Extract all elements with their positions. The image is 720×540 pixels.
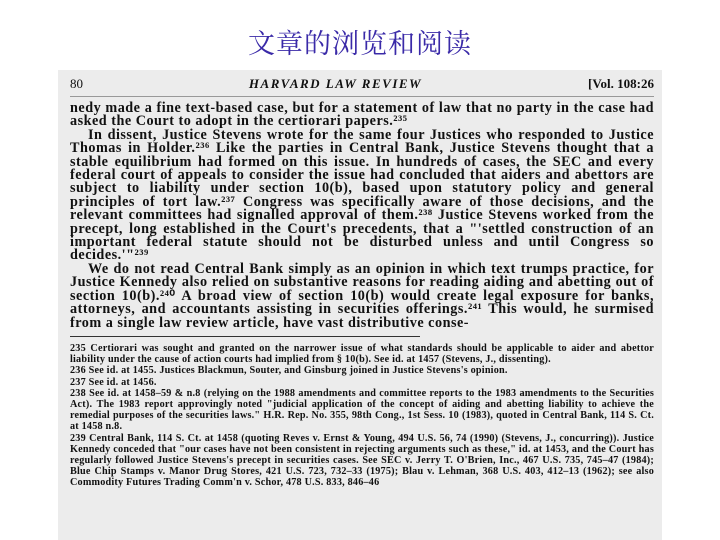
body-paragraph: In dissent, Justice Stevens wrote for the same four Justices who responded to Justice Thomas in Holder.²³⁶ Like the parties in Central Bank, Justice Stevens thought that a stable equilibrium had formed on this issue. In hundreds of cases, the SEC and every federal court of appeals to consider the issue had concluded that aiders and abettors are subject to liability under section 10(b), based upon statutory policy and general principles of tort law.²³⁷ Congress was specifically aware of those decisions, and the relevant committees had signalled approval of them.²³⁸ Justice Stevens worked from the precept, long established in the Court's precedents, that a "'settled construction of an important federal statute should not be disturbed unless and until Congress so decides.'"²³⁹ <box>70 126 654 264</box>
footnote: 237 See id. at 1456. <box>70 376 157 388</box>
footnotes <box>70 343 654 489</box>
volume-reference: [Vol. 108:26 <box>588 76 654 91</box>
scanned-page <box>58 70 662 540</box>
page-content <box>70 76 654 489</box>
footnote: 236 See id. at 1455. Justices Blackmun, Souter, and Ginsburg joined in Justice Stevens's opinion. <box>70 365 508 377</box>
journal-title: HARVARD LAW REVIEW <box>248 76 423 91</box>
body-paragraph: nedy made a fine text-based case, but for a statement of law that no party in the case had asked the Court to adopt in the certiorari papers.²³⁵ <box>70 100 654 130</box>
slide-title: 文章的浏览和阅读 <box>248 29 472 60</box>
body-text <box>70 102 654 330</box>
page-number: 80 <box>70 76 83 91</box>
footnote: 239 Central Bank, 114 S. Ct. at 1458 (quoting Reves v. Ernst & Young, 494 U.S. 56, 74 (1990) (Stevens, J., concurring)). Justice Kennedy conceded that "our cases have not been consistent in rejecting arguments such as these," id. at 1453, and the Court has regularly followed Justice Stevens's precept in securities cases. See SEC v. Jerry T. O'Brien, Inc., 467 U.S. 735, 745–47 (1984); Blue Chip Stamps v. Manor Drug Stores, 421 U.S. 723, 732–33 (1975); Blau v. Lehman, 368 U.S. 403, 412–13 (1962); see also Commodity Futures Trading Comm'n v. Schor, 478 U.S. 833, 846–46 <box>70 432 654 489</box>
footnote: 238 See id. at 1458–59 & n.8 (relying on the 1988 amendments and committee reports to the 1983 amendments to the Securities Act). The 1983 report approvingly noted "judicial application of the concept of aiding and abetting liability to achieve the remedial purposes of the securities laws." H.R. Rep. No. 355, 98th Cong., 1st Sess. 10 (1983), quoted in Central Bank, 114 S. Ct. at 1458 n.8. <box>70 387 654 433</box>
footnote-divider <box>70 336 420 337</box>
body-paragraph: We do not read Central Bank simply as an opinion in which text trumps practice, for Justice Kennedy also relied on substantive reasons for reading aiding and abetting out of section 10(b).²⁴⁰ A broad view of section 10(b) would create legal exposure for banks, attorneys, and accountants assisting in securities offerings.²⁴¹ This would, he surmised from a single law review article, have vast distributive conse- <box>70 260 654 331</box>
footnote: 235 Certiorari was sought and granted on the narrower issue of what standards should be applicable to aider and abettor liability under the cause of action courts had implied from § 10(b). See id. at 1457 (Stevens, J., dissenting). <box>70 342 654 366</box>
running-head <box>70 76 654 97</box>
